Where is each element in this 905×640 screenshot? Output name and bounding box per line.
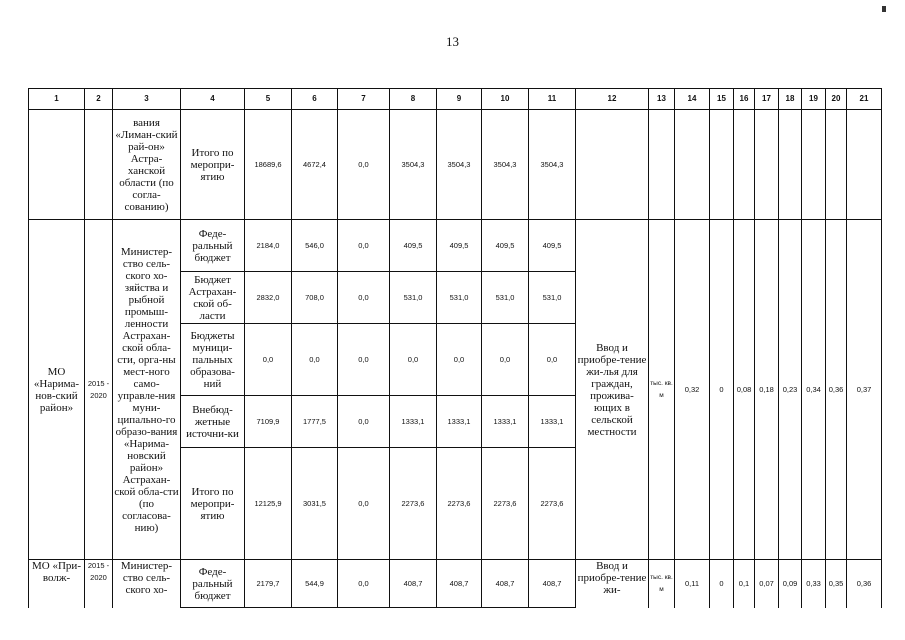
source-cell: Феде-ральный бюджет: [181, 560, 245, 608]
col-6-header: 6: [292, 89, 338, 110]
value-cell: 408,7: [437, 560, 482, 608]
value-cell: 408,7: [482, 560, 529, 608]
target-cell: [734, 110, 755, 220]
target-cell: 0,09: [779, 560, 802, 608]
target-cell: 0,33: [802, 560, 826, 608]
value-cell: 18689,6: [245, 110, 292, 220]
value-cell: 2273,6: [437, 448, 482, 560]
value-cell: 2273,6: [482, 448, 529, 560]
value-cell: 3504,3: [437, 110, 482, 220]
col-7-header: 7: [338, 89, 390, 110]
col-13-header: 13: [649, 89, 675, 110]
value-cell: 0,0: [338, 396, 390, 448]
target-cell: 0,32: [675, 220, 710, 560]
source-cell: Итого по меропри-ятию: [181, 110, 245, 220]
value-cell: 409,5: [390, 220, 437, 272]
value-cell: 408,7: [529, 560, 576, 608]
value-cell: 1333,1: [482, 396, 529, 448]
mo-cell: МО «Нарима-нов-ский район»: [29, 220, 85, 560]
target-cell: [802, 110, 826, 220]
value-cell: 1333,1: [390, 396, 437, 448]
col-10-header: 10: [482, 89, 529, 110]
target-cell: [826, 110, 847, 220]
value-cell: 2179,7: [245, 560, 292, 608]
target-cell: 0,37: [847, 220, 882, 560]
target-cell: 0,1: [734, 560, 755, 608]
indicator-cell: Ввод и приобре-тение жи-лья для граждан, прожива-ющих в сельской местности: [576, 220, 649, 560]
col-2-header: 2: [85, 89, 113, 110]
col-8-header: 8: [390, 89, 437, 110]
col-12-header: 12: [576, 89, 649, 110]
scan-mark: [882, 6, 886, 12]
value-cell: 1333,1: [529, 396, 576, 448]
target-cell: 0,08: [734, 220, 755, 560]
value-cell: 12125,9: [245, 448, 292, 560]
value-cell: 3504,3: [529, 110, 576, 220]
col-14-header: 14: [675, 89, 710, 110]
col-15-header: 15: [710, 89, 734, 110]
measures-table: [28, 88, 882, 608]
value-cell: 1777,5: [292, 396, 338, 448]
value-cell: 3504,3: [482, 110, 529, 220]
value-cell: 409,5: [529, 220, 576, 272]
col-11-header: 11: [529, 89, 576, 110]
value-cell: 2832,0: [245, 272, 292, 324]
col-16-header: 16: [734, 89, 755, 110]
source-cell: Бюджеты муници-пальных образова-ний: [181, 324, 245, 396]
target-cell: 0,07: [755, 560, 779, 608]
value-cell: 3031,5: [292, 448, 338, 560]
value-cell: 4672,4: [292, 110, 338, 220]
value-cell: 0,0: [338, 220, 390, 272]
target-cell: 0,18: [755, 220, 779, 560]
value-cell: 0,0: [482, 324, 529, 396]
source-cell: Внебюд-жетные источни-ки: [181, 396, 245, 448]
value-cell: 531,0: [437, 272, 482, 324]
value-cell: 0,0: [338, 448, 390, 560]
value-cell: 1333,1: [437, 396, 482, 448]
target-cell: 0: [710, 560, 734, 608]
value-cell: 7109,9: [245, 396, 292, 448]
page-number: 13: [446, 34, 459, 49]
value-cell: 409,5: [437, 220, 482, 272]
value-cell: 0,0: [390, 324, 437, 396]
value-cell: 408,7: [390, 560, 437, 608]
col-3-header: 3: [113, 89, 181, 110]
value-cell: 546,0: [292, 220, 338, 272]
value-cell: 409,5: [482, 220, 529, 272]
unit-cell: тыс. кв. м: [649, 560, 675, 608]
unit-cell: тыс. кв. м: [649, 220, 675, 560]
value-cell: 0,0: [529, 324, 576, 396]
source-cell: Феде-ральный бюджет: [181, 220, 245, 272]
value-cell: 708,0: [292, 272, 338, 324]
value-cell: 0,0: [338, 110, 390, 220]
target-cell: 0,36: [847, 560, 882, 608]
value-cell: 0,0: [338, 272, 390, 324]
indicator-cell: [576, 110, 649, 220]
value-cell: 531,0: [390, 272, 437, 324]
value-cell: 0,0: [437, 324, 482, 396]
target-cell: 0,36: [826, 220, 847, 560]
value-cell: 0,0: [245, 324, 292, 396]
col-5-header: 5: [245, 89, 292, 110]
table-row: [29, 110, 882, 220]
value-cell: 2184,0: [245, 220, 292, 272]
table-row: [29, 220, 882, 272]
target-cell: [779, 110, 802, 220]
value-cell: 0,0: [338, 324, 390, 396]
target-cell: [675, 110, 710, 220]
target-cell: 0,11: [675, 560, 710, 608]
source-cell: Итого по меропри-ятию: [181, 448, 245, 560]
col-19-header: 19: [802, 89, 826, 110]
col-21-header: 21: [847, 89, 882, 110]
col-18-header: 18: [779, 89, 802, 110]
col-17-header: 17: [755, 89, 779, 110]
col-20-header: 20: [826, 89, 847, 110]
years-cell: 2015 - 2020: [85, 220, 113, 560]
executor-cell: Министер-ство сель-ского хо-зяйства и рыбной промыш-ленности Астрахан-ской обла-сти, орга-ны мест-ного само-управле-ния муни-ципально-го образо-вания «Нарима-новский район» Астрахан-ской обла-сти (по согласова-нию): [113, 220, 181, 560]
target-cell: 0: [710, 220, 734, 560]
value-cell: 531,0: [482, 272, 529, 324]
source-cell: Бюджет Астрахан-ской об-ласти: [181, 272, 245, 324]
mo-cell: [29, 110, 85, 220]
value-cell: 531,0: [529, 272, 576, 324]
executor-cell: Министер-ство сель-ского хо-: [113, 560, 181, 608]
value-cell: 0,0: [292, 324, 338, 396]
target-cell: [755, 110, 779, 220]
target-cell: 0,35: [826, 560, 847, 608]
col-4-header: 4: [181, 89, 245, 110]
years-cell: 2015 - 2020: [85, 560, 113, 608]
col-1-header: 1: [29, 89, 85, 110]
target-cell: [847, 110, 882, 220]
years-cell: [85, 110, 113, 220]
col-9-header: 9: [437, 89, 482, 110]
value-cell: 3504,3: [390, 110, 437, 220]
target-cell: [710, 110, 734, 220]
value-cell: 544,9: [292, 560, 338, 608]
value-cell: 0,0: [338, 560, 390, 608]
value-cell: 2273,6: [390, 448, 437, 560]
indicator-cell: Ввод и приобре-тение жи-: [576, 560, 649, 608]
value-cell: 2273,6: [529, 448, 576, 560]
target-cell: 0,23: [779, 220, 802, 560]
mo-cell: МО «При-волж-: [29, 560, 85, 608]
target-cell: 0,34: [802, 220, 826, 560]
table-row: [29, 560, 882, 608]
executor-cell: вания «Лиман-ский рай-он» Астра-ханской области (по согла-сованию): [113, 110, 181, 220]
unit-cell: [649, 110, 675, 220]
header-row: [29, 89, 882, 110]
